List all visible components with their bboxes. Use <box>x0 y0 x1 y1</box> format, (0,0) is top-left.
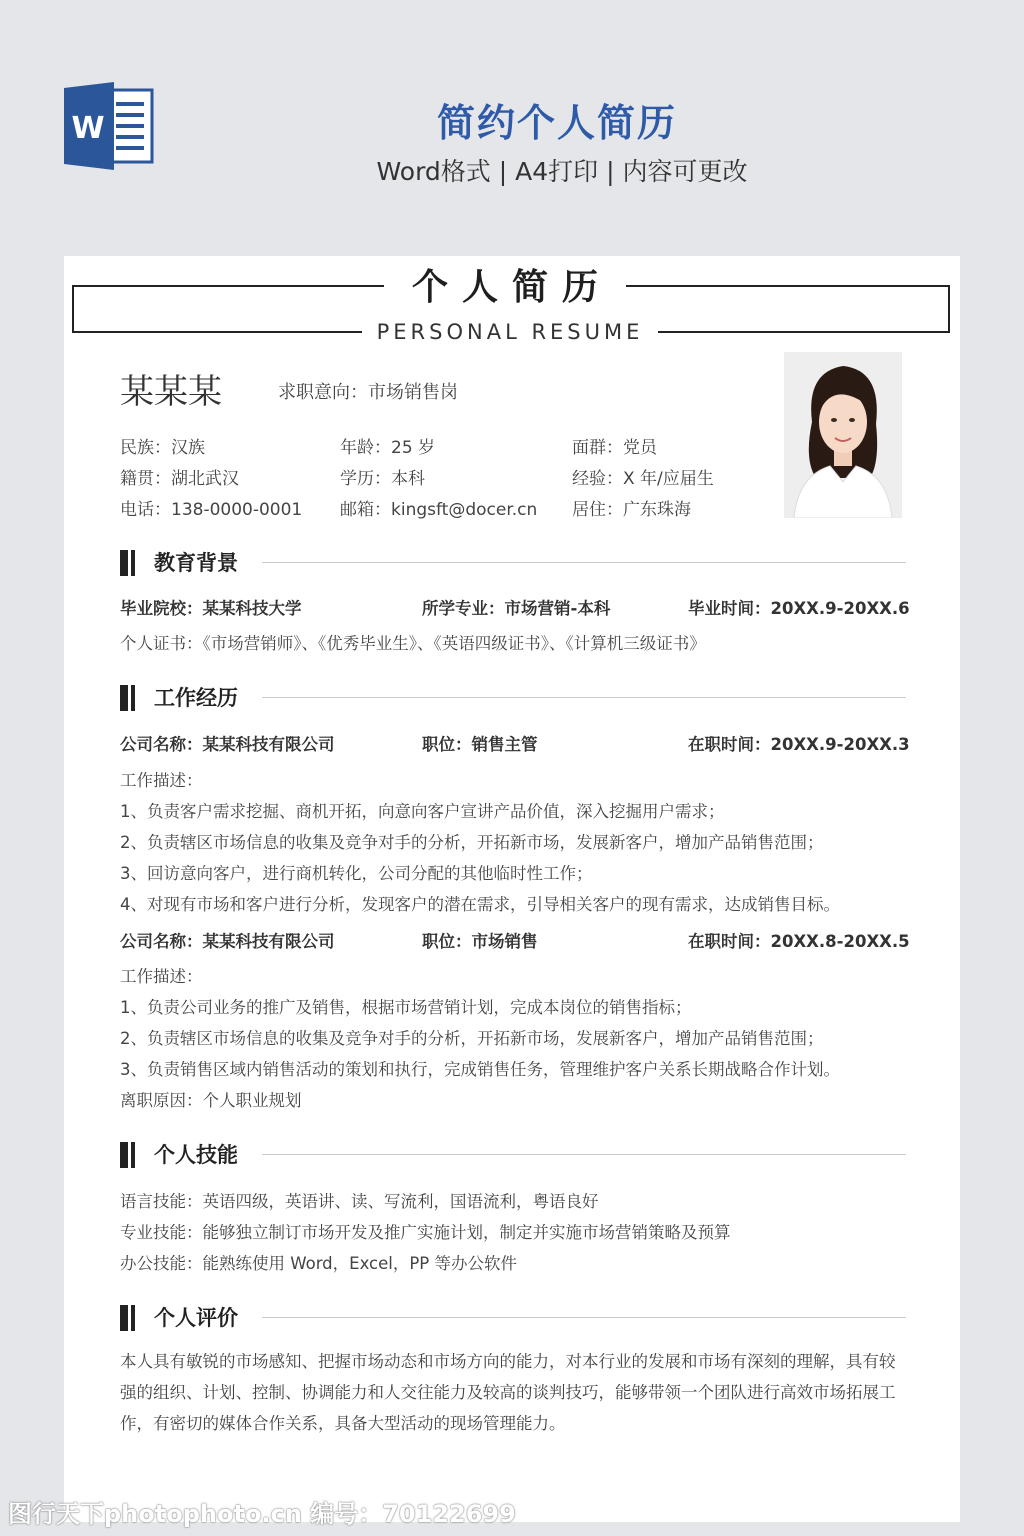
job-leave-reason: 离职原因：个人职业规划 <box>120 1091 302 1110</box>
resume-title-cn: 个人简历 <box>384 262 626 314</box>
section-title: 个人技能 <box>154 1143 238 1167</box>
job-position: 职位：市场销售 <box>422 932 538 951</box>
job-duty: 1、负责客户需求挖掘、商机开拓，向意向客户宣讲产品价值，深入挖掘用户需求； <box>120 802 725 821</box>
skill-item: 办公技能：能熟练使用 Word，Excel，PP 等办公软件 <box>120 1254 518 1273</box>
edu-certificates: 个人证书：《市场营销师》、《优秀毕业生》、《英语四级证书》、《计算机三级证书》 <box>120 634 706 653</box>
job-duty: 4、对现有市场和客户进行分析，发现客户的潜在需求，引导相关客户的现有需求，达成销售目标。 <box>120 895 840 914</box>
job-period: 在职时间：20XX.8-20XX.5 <box>688 932 910 951</box>
section-marker <box>131 550 135 576</box>
info-experience: 经验：X 年/应届生 <box>572 469 714 489</box>
section-work <box>120 682 906 712</box>
job-desc-label: 工作描述： <box>120 771 203 790</box>
job-duty: 2、负责辖区市场信息的收集及竞争对手的分析，开拓新市场，发展新客户，增加产品销售范围； <box>120 833 824 852</box>
job-duty: 3、负责销售区域内销售活动的策划和执行，完成销售任务，管理维护客户关系长期战略合作计划。 <box>120 1060 840 1079</box>
section-skills <box>120 1139 906 1169</box>
watermark: 图行天下photophoto.cn 编号：70122699 <box>8 1500 516 1528</box>
info-native: 籍贯：湖北武汉 <box>120 469 239 489</box>
job-duty: 1、负责公司业务的推广及销售，根据市场营销计划，完成本岗位的销售指标； <box>120 998 692 1017</box>
section-rule <box>262 697 906 698</box>
info-age: 年龄：25 岁 <box>340 438 436 458</box>
info-politics: 面群：党员 <box>572 438 657 458</box>
job-duty: 3、回访意向客户，进行商机转化，公司分配的其他临时性工作； <box>120 864 593 883</box>
job-company: 公司名称：某某科技有限公司 <box>120 932 335 951</box>
section-marker <box>120 1305 128 1331</box>
job-desc-label: 工作描述： <box>120 967 203 986</box>
skill-item: 语言技能：英语四级，英语讲、读、写流利，国语流利，粤语良好 <box>120 1192 599 1211</box>
section-title: 工作经历 <box>154 686 238 710</box>
resume-page <box>64 256 960 1522</box>
edu-school: 毕业院校：某某科技大学 <box>120 599 302 618</box>
section-marker <box>120 1142 128 1168</box>
skill-item: 专业技能：能够独立制订市场开发及推广实施计划，制定并实施市场营销策略及预算 <box>120 1223 731 1242</box>
section-rule <box>262 1317 906 1318</box>
job-period: 在职时间：20XX.9-20XX.3 <box>688 735 910 754</box>
banner-title: 简约个人简历 <box>436 101 677 145</box>
job-intent: 求职意向：市场销售岗 <box>278 382 458 403</box>
evaluation-text: 本人具有敏锐的市场感知、把握市场动态和市场方向的能力，对本行业的发展和市场有深刻的理解，具有较强的组织、计划、控制、协调能力和人交往能力及较高的谈判技巧，能够带领一个团队进行高效市场拓展工作，有密切的媒体合作关系，具备大型活动的现场管理能力。 <box>120 1352 896 1433</box>
job-company: 公司名称：某某科技有限公司 <box>120 735 335 754</box>
section-evaluation <box>120 1302 906 1332</box>
edu-graduation: 毕业时间：20XX.9-20XX.6 <box>688 599 910 618</box>
info-phone: 电话：138-0000-0001 <box>120 500 303 520</box>
info-residence: 居住：广东珠海 <box>572 500 691 520</box>
section-marker <box>131 1142 135 1168</box>
resume-title-en: PERSONAL RESUME <box>362 316 658 348</box>
section-rule <box>262 1154 906 1155</box>
section-marker <box>131 1305 135 1331</box>
candidate-name: 某某某 <box>120 372 222 412</box>
banner-subtitle: Word格式 | A4打印 | 内容可更改 <box>376 157 748 186</box>
info-ethnicity: 民族：汉族 <box>120 438 205 458</box>
word-icon-letter: W <box>71 111 105 146</box>
info-email: 邮箱：kingsft@docer.cn <box>340 500 538 520</box>
section-title: 教育背景 <box>154 551 238 575</box>
section-marker <box>131 685 135 711</box>
job-position: 职位：销售主管 <box>422 735 538 754</box>
section-marker <box>120 685 128 711</box>
info-education: 学历：本科 <box>340 469 425 489</box>
section-title: 个人评价 <box>154 1306 238 1330</box>
profile-photo <box>784 352 902 518</box>
job-duty: 2、负责辖区市场信息的收集及竞争对手的分析，开拓新市场，发展新客户，增加产品销售范围； <box>120 1029 824 1048</box>
section-rule <box>262 562 906 563</box>
section-education <box>120 547 906 577</box>
edu-major: 所学专业：市场营销-本科 <box>422 599 611 618</box>
section-marker <box>120 550 128 576</box>
